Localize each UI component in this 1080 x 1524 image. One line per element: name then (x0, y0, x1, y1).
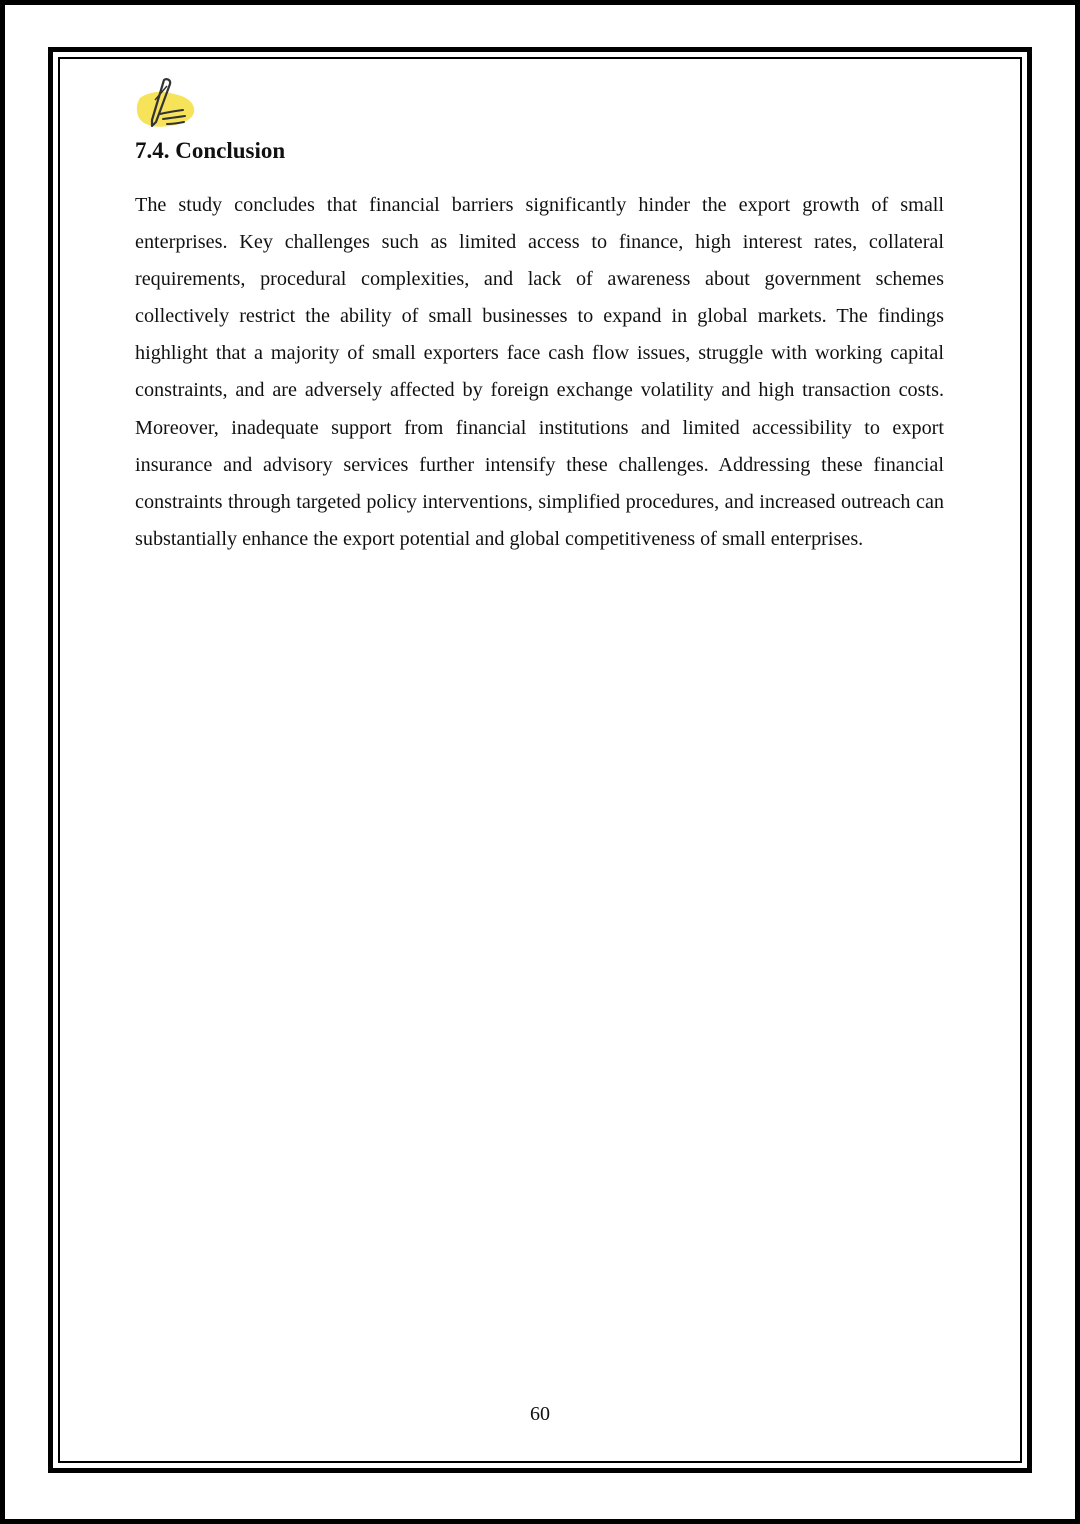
page-number: 60 (530, 1403, 550, 1425)
body-paragraph: The study concludes that financial barriers significantly hinder the export growth of small enterprises. Key challenges such as limited access to finance, high interest rates, collateral requirements, procedural complexities, and lack of awareness about government schemes collectively restrict the ability of small businesses to expand in global markets. The findings highlight that a majority of small exporters face cash flow issues, struggle with working capital constraints, and are adversely affected by foreign exchange volatility and high transaction costs. Moreover, inadequate support from financial institutions and limited accessibility to export insurance and advisory services further intensify these challenges. Addressing these financial constraints through targeted policy interventions, simplified procedures, and increased outreach can substantially enhance the export potential and global competitiveness of small enterprises. (135, 194, 944, 550)
pen-writing-icon (134, 76, 200, 132)
section-title: 7.4. Conclusion (135, 138, 286, 163)
